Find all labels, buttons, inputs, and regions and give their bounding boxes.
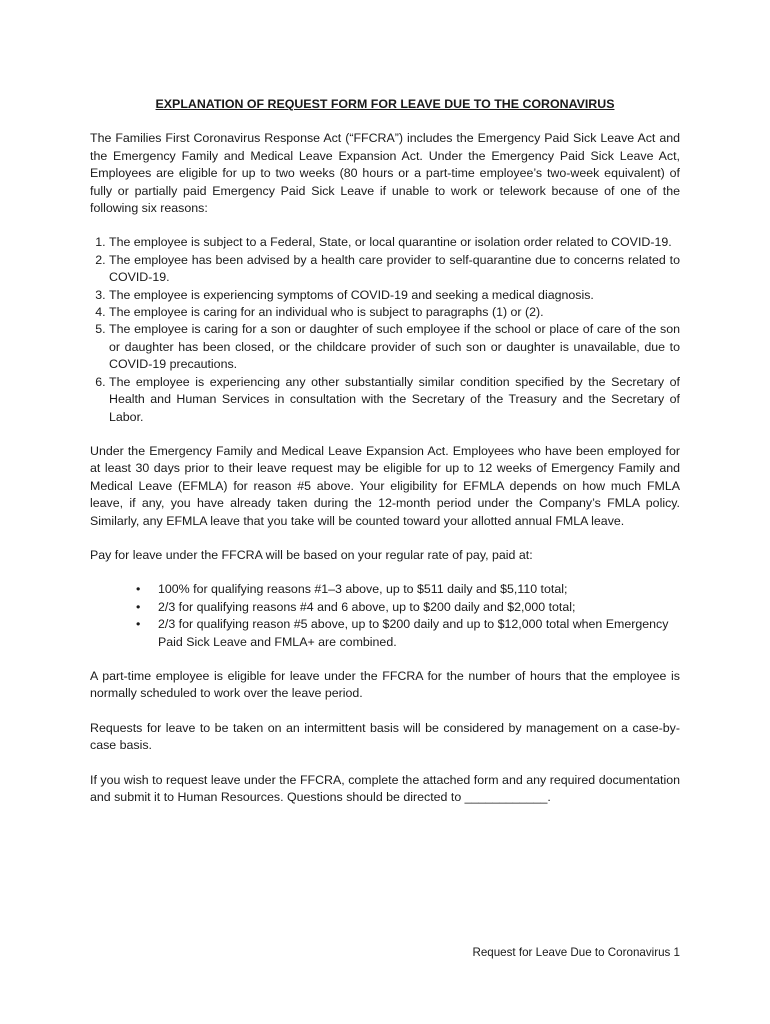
reason-item-3: 3. The employee is experiencing symptoms of COVID-19 and seeking a medical diagnosis. [109,287,680,304]
reason-item-6: 6. The employee is experiencing any other substantially similar condition specified by the Secretary of Health and Human Services in consultation with the Secretary of the Treasury and the Secretary of Labor. [109,374,680,426]
pay-item-text: 2/3 for qualifying reasons #4 and 6 above, up to $200 daily and $2,000 total; [158,599,576,614]
page-footer: Request for Leave Due to Coronavirus 1 [472,946,680,959]
bullet-icon: • [136,582,141,597]
part-time-paragraph: A part-time employee is eligible for leave under the FFCRA for the number of hours that the employee is normally scheduled to work over the leave period. [90,668,680,701]
pay-item-text: 100% for qualifying reasons #1–3 above, up to $511 daily and $5,110 total; [158,582,568,597]
reason-item-5: 5. The employee is caring for a son or daughter of such employee if the school or place of care of the son or daughter has been closed, or the childcare provider of such son or daughter is unavailable, due to COVID-19 precautions. [109,321,680,373]
document-title: EXPLANATION OF REQUEST FORM FOR LEAVE DUE TO THE CORONAVIRUS [155,97,615,111]
pay-item-2 [136,599,680,616]
intro-paragraph: The Families First Coronavirus Response Act (“FFCRA”) includes the Emergency Paid Sick Leave Act and the Emergency Family and Medical Leave Expansion Act. Under the Emergency Paid Sick Leave Act, Employees are eligible for up to two weeks (80 hours or a part-time employee’s two-week equivalent) of fully or partially paid Emergency Paid Sick Leave if unable to work or telework because of one of the following six reasons: [90,131,680,216]
reasons-list [90,234,680,425]
pay-item-text: 2/3 for qualifying reason #5 above, up to $200 daily and up to $12,000 total when Emergency Paid Sick Leave and FMLA+ are combined. [158,617,669,649]
pay-item-3 [136,616,680,651]
bullet-icon: • [136,599,141,614]
reason-item-1: 1. The employee is subject to a Federal, State, or local quarantine or isolation order related to COVID-19. [109,234,680,251]
intermittent-paragraph: Requests for leave to be taken on an intermittent basis will be considered by management on a case-by-case basis. [90,720,680,753]
closing-paragraph: If you wish to request leave under the FFCRA, complete the attached form and any required documentation and submit it to Human Resources. Questions should be directed to ____________. [90,772,680,804]
pay-item-1 [136,581,680,598]
bullet-icon: • [136,617,141,632]
document-body [90,96,680,823]
pay-intro-paragraph: Pay for leave under the FFCRA will be based on your regular rate of pay, paid at: [90,547,533,562]
efmla-paragraph: Under the Emergency Family and Medical Leave Expansion Act. Employees who have been employed for at least 30 days prior to their leave request may be eligible for up to 12 weeks of Emergency Family and Medical Leave (EFMLA) for reason #5 above. Your eligibility for EFMLA depends on how much FMLA leave, if any, you have already taken during the 12-month period under the Company’s FMLA policy. Similarly, any EFMLA leave that you take will be counted toward your allotted annual FMLA leave. [90,443,680,528]
pay-rates-list [90,581,680,651]
reason-item-2: 2. The employee has been advised by a health care provider to self-quarantine due to concerns related to COVID-19. [109,252,680,287]
reason-item-4: 4. The employee is caring for an individual who is subject to paragraphs (1) or (2). [109,304,680,321]
